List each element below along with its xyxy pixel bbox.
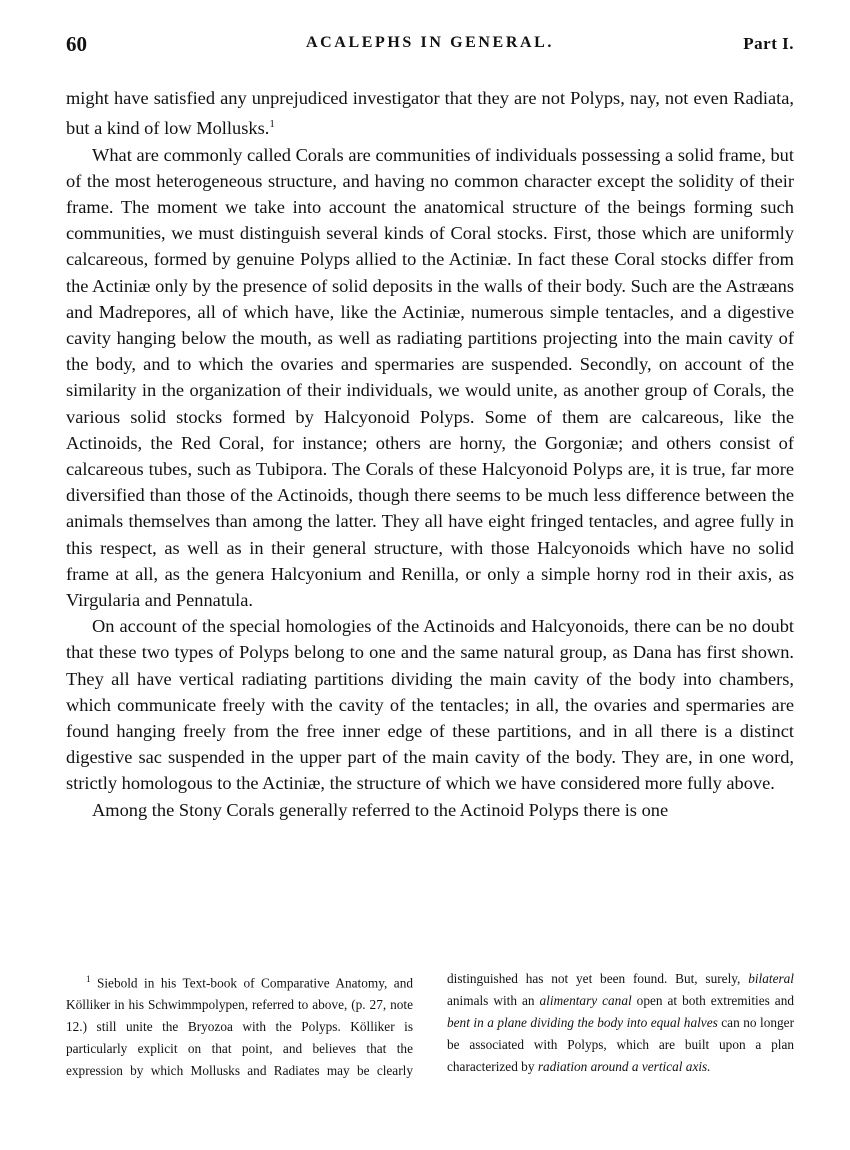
footnote-block [66,968,794,1082]
footnote-emphasis-4: radiation around a vertical axis. [537,1059,711,1074]
footnote-emphasis-3: bent in a plane dividing the body into equal halves [447,1015,718,1030]
page-number: 60 [66,32,87,56]
footnote-text-c: open at both extremities and [631,993,794,1008]
footnote-marker: 1 [86,974,91,984]
part-label: Part I. [743,34,794,53]
footnote-text-b: animals with an [447,993,540,1008]
running-title: ACALEPHS IN GENERAL. [305,34,555,51]
footnote-emphasis-1: bilateral [748,971,794,986]
footnote-1 [66,968,794,1082]
footnote-reference: 1 [269,118,275,131]
page-header [66,32,794,60]
footnote-emphasis-2: alimentary canal [539,993,632,1008]
paragraph-4: Among the Stony Corals generally referred to the Actinoid Polyps there is one [92,799,669,820]
main-text [66,85,794,823]
footnote-text-a: Siebold in his Text-book of Comparative Anatomy, and Kölliker in his Schwimmpolypen, referred to above, (p. 27, note 12.) still unite the Bryozoa with the Polyps. Kölliker is particularly explicit on that point, and believes that the expression by which Mollusks and Radiates may be clearly distinguished has not yet been found. But, surely, [66,971,749,1079]
paragraph-1-text: might have satisfied any unprejudiced investigator that they are not Polyps, nay, not even Radiata, but a kind of low Mollusks. [66,88,794,139]
footnote-text-d: can no longer be associated with Polyps, which are built upon a plan characterized by [447,1015,794,1074]
paragraph-2: What are commonly called Corals are communities of individuals possessing a solid frame, but of the most heterogeneous structure, and having no common character except the solidity of their frame. The moment we take into account the anatomical structure of the beings forming such communities, we must distinguish several kinds of Coral stocks. First, those which are uniformly calcareous, formed by genuine Polyps allied to the Actiniæ. In fact these Coral stocks differ from the Actiniæ only by the presence of solid deposits in the walls of their body. Such are the Astræans and Madrepores, all of which have, like the Actiniæ, numerous simple tentacles, and a digestive cavity hanging below the mouth, as well as radiating partitions projecting into the main cavity of the body, and to which the ovaries and spermaries are suspended. Secondly, on account of the similarity in the organization of their individuals, we would unite, as another group of Corals, the various solid stocks formed by Halcyonoid Polyps. Some of them are calcareous, like the Actinoids, the Red Coral, for instance; others are horny, the Gorgoniæ; and others consist of calcareous tubes, such as Tubipora. The Corals of these Halcyonoid Polyps are, it is true, far more diversified than those of the Actinoids, though there seems to be much less difference between the animals themselves than among the latter. They all have eight fringed tentacles, and agree fully in this respect, as well as in their general structure, with those Halcyonoids which have no solid frame at all, as the genera Halcyonium and Renilla, or only a simple horny rod in their axis, as Virgularia and Pennatula. [66,144,794,610]
paragraph-1 [66,85,794,142]
paragraph-3: On account of the special homologies of the Actinoids and Halcyonoids, there can be no doubt that these two types of Polyps belong to one and the same natural group, as Dana has first shown. They all have vertical radiating partitions dividing the main cavity of the body into chambers, which communicate freely with the cavity of the tentacles; in all, the ovaries and spermaries are found hanging freely from the free inner edge of these partitions, and in all there is a distinct digestive sac suspended in the upper part of the main cavity of the body. They are, in one word, strictly homologous to the Actiniæ, the structure of which we have considered more fully above. [66,616,794,794]
